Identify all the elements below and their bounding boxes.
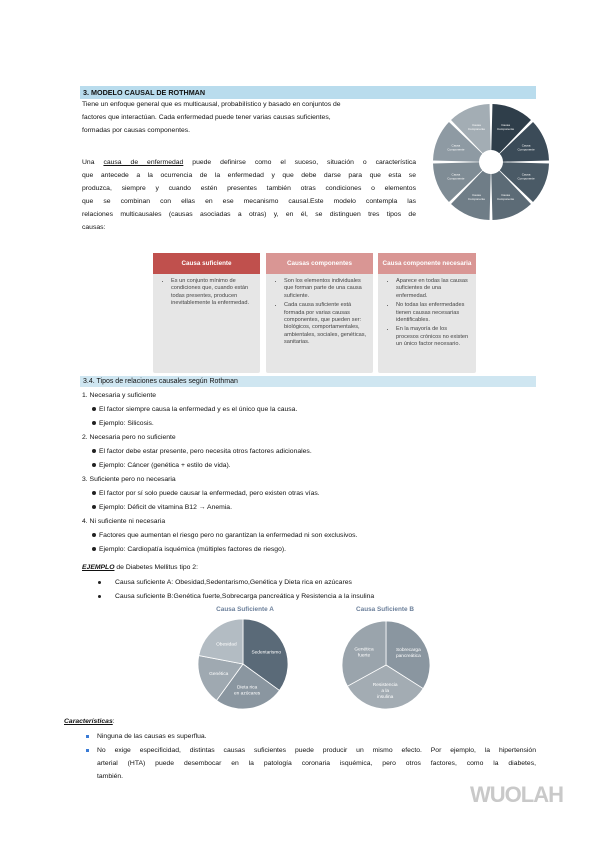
relation-heading: 2. Necesaria pero no suficiente xyxy=(82,434,176,441)
para-line: relaciones multicausales (causas asociadas a otras) y, en él, se distinguen tres tipos de xyxy=(82,211,416,218)
definition-paragraph xyxy=(82,156,416,234)
characteristics-label: Características xyxy=(64,718,113,725)
para-line: que antecede a la ocurrencia de la enfermedad y que debe darse para que esta se xyxy=(82,172,416,179)
intro-line: factores que interactúan. Cada enfermedad puede tener varias causas suficientes, xyxy=(82,114,331,121)
intro-paragraph xyxy=(82,98,432,137)
segment-label: Componente xyxy=(447,176,465,181)
characteristics-colon: : xyxy=(112,718,115,725)
causa-suficiente-box xyxy=(153,253,260,373)
relation-heading: 4. Ni suficiente ni necesaria xyxy=(82,518,166,525)
segment-label: Componente xyxy=(517,176,535,181)
relation-bullet: Ejemplo: Déficit de vitamina B12 → Anemia. xyxy=(82,501,542,515)
characteristics-title xyxy=(64,715,115,728)
relation-types-list xyxy=(82,389,542,557)
list-item: • En la mayoría de los procesos crónicos no existen un único factor necesario. xyxy=(396,326,470,348)
causa-de-enfermedad-term: causa de enfermedad xyxy=(103,159,184,166)
example-label: EJEMPLO xyxy=(82,564,115,571)
example-rest: de Diabetes Mellitus tipo 2: xyxy=(114,564,198,571)
pie-slice-label: Sedentarismo xyxy=(251,650,282,656)
segment-label: Causa xyxy=(521,143,531,148)
para-line: que se combinan con ellas en ese mecanismo causal.Este modelo contempla las xyxy=(82,198,416,205)
segment-label: Componente xyxy=(496,197,515,202)
segment-label: Componente xyxy=(467,126,486,131)
pie-b-title: Causa Suficiente B xyxy=(356,606,414,613)
causas-componentes-title: Causas componentes xyxy=(266,253,373,274)
example-bullet: Causa suficiente B:Genética fuerte,Sobrecarga pancreática y Resistencia a la insulina xyxy=(98,590,374,603)
pie-slice-label: Genética xyxy=(209,672,229,678)
relation-bullet: El factor por sí solo puede causar la enfermedad, pero existen otras vías. xyxy=(82,487,542,501)
segment-label: Causa xyxy=(451,143,461,148)
relation-bullet: Ejemplo: Cardiopatía isquémica (múltiples factores de riesgo). xyxy=(82,543,542,557)
para-line: produzca, siempre y cuando estén presentes también otras condiciones o elementos xyxy=(82,185,416,192)
example-bullet: Causa suficiente A: Obesidad,Sedentarismo,Genética y Dieta rica en azúcares xyxy=(98,576,352,589)
list-item: • Es un conjunto mínimo de condiciones que, cuando están todas presentes, producen inevitablemente la enfermedad. xyxy=(171,278,254,308)
pie-a-title: Causa Suficiente A xyxy=(216,606,274,613)
relation-bullet: Factores que aumentan el riesgo pero no garantizan la enfermedad ni son exclusivos. xyxy=(82,529,542,543)
segment-label: Componente xyxy=(467,197,486,202)
segment-label: Causa xyxy=(472,193,481,198)
list-item: • Son los elementos individuales que forman parte de una causa suficiente. xyxy=(284,278,367,300)
pie-slice-label: Obesidad xyxy=(216,642,237,648)
pie-slice-label: en azúcares xyxy=(234,691,261,697)
causas-componentes-list xyxy=(266,274,373,347)
relation-heading: 1. Necesaria y suficiente xyxy=(82,392,157,399)
relation-bullet: Ejemplo: Cáncer (genética + estilo de vida). xyxy=(82,459,542,473)
causa-suficiente-title: Causa suficiente xyxy=(153,253,260,274)
characteristic-item: No exige especificidad, distintas causas suficientes puede producir un mismo efecto. Por ejemplo, la hipertensión arterial (HTA) puede desembocar en la patología coronaria isquémica, pero otros factores, como la diabetes, también. xyxy=(86,744,536,783)
segment-label: Componente xyxy=(517,147,535,152)
pie-slice-label: Resistencia xyxy=(372,683,398,689)
pie-slice-label: Sobrecarga xyxy=(395,648,421,654)
segment-label: Causa xyxy=(521,172,531,177)
section-3-title: 3. MODELO CAUSAL DE ROTHMAN xyxy=(80,86,536,99)
pie-chart-a xyxy=(196,617,290,711)
para-start: Una xyxy=(82,159,104,166)
list-item: • No todas las enfermedades tienen causas necesarias identificables. xyxy=(396,302,470,324)
relation-heading: 3. Suficiente pero no necesaria xyxy=(82,476,176,483)
pie-slice-label: fuerte xyxy=(357,653,371,659)
intro-line: formadas por causas componentes. xyxy=(82,127,191,134)
causa-necesaria-box xyxy=(378,253,476,373)
segment-label: Causa xyxy=(501,122,510,127)
list-item: • Cada causa suficiente está formada por varias causas componentes, que pueden ser: biológicos, comportamentales, ambientales, sociales, genéticas, sanitarias. xyxy=(284,302,367,346)
pie-slice-label: insulina xyxy=(377,695,394,701)
list-item: • Aparece en todas las causas suficientes de una enfermedad. xyxy=(396,278,470,300)
para-line: causas: xyxy=(82,224,106,231)
pie-slice-label: pancreática xyxy=(395,654,421,660)
example-heading xyxy=(82,561,198,574)
segment-label: Componente xyxy=(496,126,515,131)
segment-label: Causa xyxy=(451,172,461,177)
para-line: puede definirse como el suceso, situación o característica xyxy=(183,159,417,166)
segment-label: Causa xyxy=(472,122,481,127)
segment-label: Componente xyxy=(447,147,465,152)
wuolah-watermark: WUOLAH xyxy=(470,782,563,807)
causas-componentes-box xyxy=(266,253,373,373)
relation-bullet: Ejemplo: Silicosis. xyxy=(82,417,542,431)
characteristic-item: Ninguna de las causas es superflua. xyxy=(86,730,536,743)
pie-chart-b xyxy=(340,619,432,711)
intro-line: Tiene un enfoque general que es multicausal, probabilístico y basado en conjuntos de xyxy=(82,101,341,108)
causa-necesaria-list xyxy=(378,274,476,349)
pie-slice-label: Dieta rica xyxy=(236,685,258,691)
pie-slice-label: a la xyxy=(381,689,390,695)
causa-suficiente-list xyxy=(153,274,260,308)
relation-bullet: El factor debe estar presente, pero necesita otros factores adicionales. xyxy=(82,445,542,459)
causa-necesaria-title: Causa componente necesaria xyxy=(378,253,476,274)
section-3-4-title: 3.4. Tipos de relaciones causales según Rothman xyxy=(80,376,536,387)
segment-label: Causa xyxy=(501,193,510,198)
causal-components-diagram xyxy=(428,100,554,224)
relation-bullet: El factor siempre causa la enfermedad y es el único que la causa. xyxy=(82,403,542,417)
pie-slice-label: Genética xyxy=(354,647,374,653)
